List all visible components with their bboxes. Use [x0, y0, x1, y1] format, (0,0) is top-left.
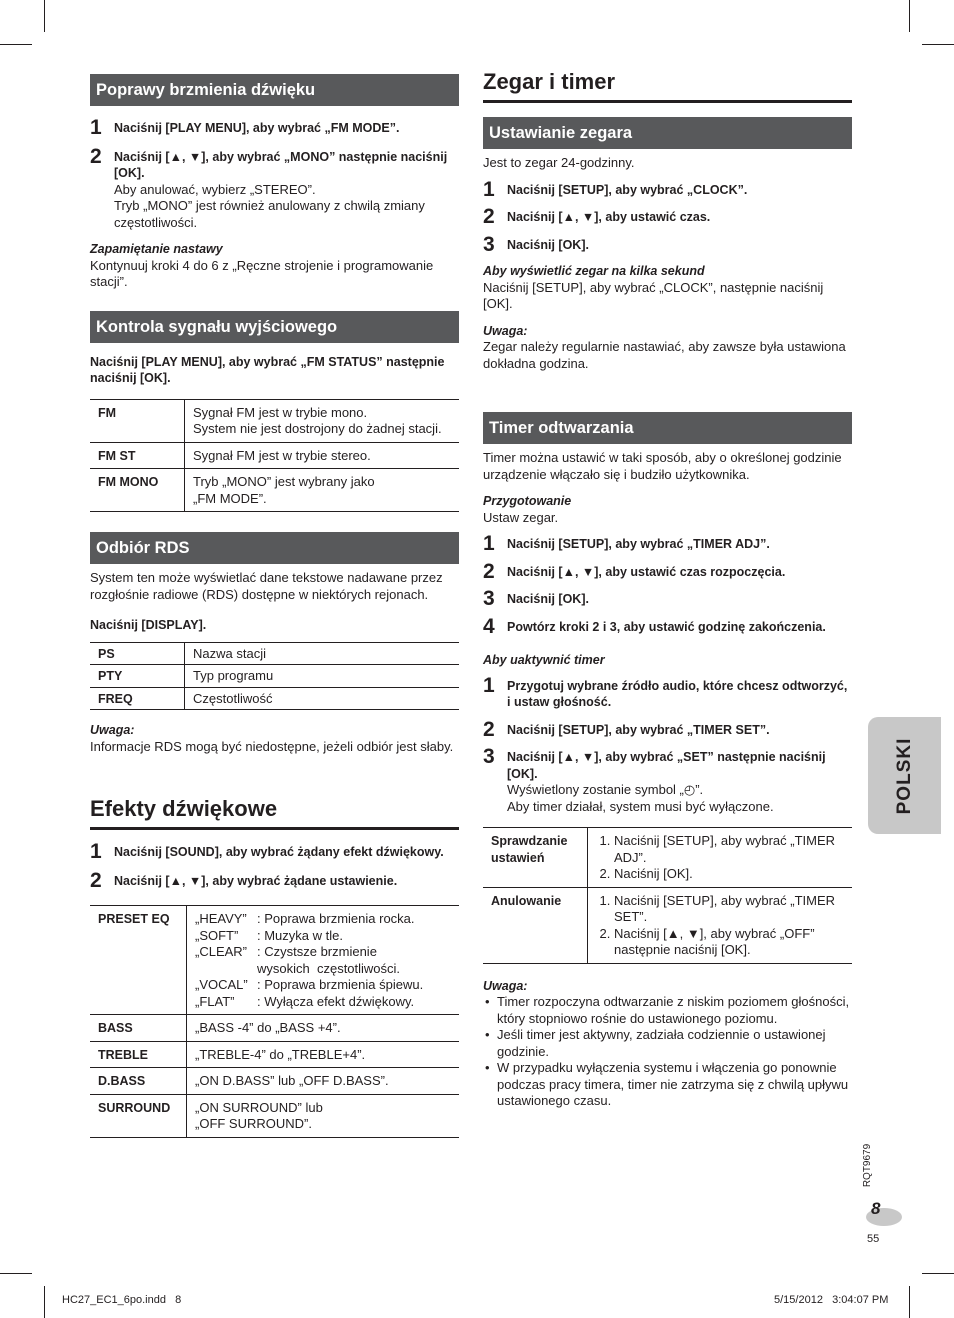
crop-mark [909, 1286, 910, 1318]
step-1: 1 Przygotuj wybrane źródło audio, które chcesz odtworzyć, i ustaw głośność. [483, 673, 848, 709]
instruction: Naciśnij [DISPLAY]. [90, 618, 207, 632]
section-header-output-signal: Kontrola sygnału wyjściowego [90, 311, 459, 343]
step-1: 1 Naciśnij [SETUP], aby wybrać „CLOCK”. [483, 177, 748, 201]
section-header-playback-timer: Timer odtwarzania [483, 412, 852, 444]
step-2: 2 Naciśnij [SETUP], aby wybrać „TIMER SET”. [483, 717, 770, 741]
table-row: D.BASS „ON D.BASS” lub „OFF D.BASS”. [90, 1068, 459, 1095]
page-number: 8 [871, 1199, 881, 1218]
step-4: 4 Powtórz kroki 2 i 3, aby ustawić godzinę zakończenia. [483, 614, 826, 638]
instruction: Naciśnij [PLAY MENU], aby wybrać „FM STATUS” następnie naciśnij [OK]. [90, 354, 445, 385]
prep-title: Przygotowanie [483, 494, 572, 508]
activate-title: Aby uaktywnić timer [483, 653, 605, 667]
note-text: Zegar należy regularnie nastawiać, aby zawsze była ustawiona dokładna godzina. [483, 339, 846, 371]
table-row: FM Sygnał FM jest w trybie mono. System nie jest dostrojony do żadnej stacji. [90, 399, 459, 442]
note-title: Uwaga: [483, 323, 528, 338]
note-title: Uwaga: [483, 978, 528, 993]
note-text: Kontynuuj kroki 4 do 6 z „Ręczne strojenie i programowanie stacji”. [90, 257, 434, 289]
tip-title: Aby wyświetlić zegar na kilka sekund [483, 264, 705, 278]
notes-list [483, 994, 852, 1110]
footer-file: HC27_EC1_6po.indd 8 [62, 1294, 182, 1306]
table-row: SURROUND „ON SURROUND” lub „OFF SURROUND”. [90, 1094, 459, 1137]
crop-mark [44, 1286, 45, 1318]
table-row: PRESET EQ „HEAVY” : Poprawa brzmienia rocka. „SOFT” : Muzyka w tle. „CLEAR” : Czystsze brzmienie wysokich częstotliwości. „VOCAL” : Poprawa brzmienia śpiewu. „FLAT” : Wyłącza efekt dźwiękowy. [90, 906, 459, 1015]
crop-mark [0, 1273, 32, 1274]
step-3: 3 Naciśnij [OK]. [483, 232, 589, 256]
table-row: FREQ Częstotliwość [90, 687, 459, 710]
step-2: 2 Naciśnij [▲, ▼], aby wybrać żądane ustawienie. [90, 868, 398, 892]
heading-clock-timer: Zegar i timer [483, 68, 852, 103]
note-title: Zapamiętanie nastawy [90, 242, 223, 256]
heading-sound-effects: Efekty dźwiękowe [90, 795, 459, 830]
language-tab [868, 717, 941, 834]
note-text: Informacje RDS mogą być niedostępne, jeżeli odbiór jest słaby. [90, 738, 454, 754]
rds-table [90, 642, 459, 711]
fm-status-table [90, 399, 459, 513]
right-column [483, 68, 852, 1110]
list-item: • Jeśli timer jest aktywny, zadziała codziennie o ustawionej godzinie. [497, 1027, 852, 1060]
crop-mark [922, 1273, 954, 1274]
step-1: 1 Naciśnij [SOUND], aby wybrać żądany efekt dźwiękowy. [90, 840, 444, 863]
table-row: PTY Typ programu [90, 665, 459, 688]
left-column [90, 74, 459, 1138]
step-3: 3 Naciśnij [OK]. [483, 587, 589, 610]
doc-code: RQT9679 [862, 1143, 874, 1188]
language-tab-label: POLSKI [893, 737, 915, 814]
section-header-clock: Ustawianie zegara [483, 117, 852, 149]
crop-mark [0, 44, 32, 45]
table-row: FM MONO Tryb „MONO” jest wybrany jako „FM MODE”. [90, 469, 459, 512]
sound-effects-table [90, 905, 459, 1138]
rds-intro: System ten może wyświetlać dane tekstowe nadawane przez rozgłośnie radiowe (RDS) dostępne w niektórych rejonach. [90, 570, 443, 602]
tip-text: Naciśnij [SETUP], aby wybrać „CLOCK”, następnie naciśnij [OK]. [483, 279, 824, 311]
step-2: 2 Naciśnij [▲, ▼], aby ustawić czas rozpoczęcia. [483, 559, 786, 583]
section-header-sound-quality: Poprawy brzmienia dźwięku [90, 74, 459, 106]
prep-text: Ustaw zegar. [483, 509, 559, 525]
table-row: PS Nazwa stacji [90, 642, 459, 665]
table-row: Anulowanie 1. Naciśnij [SETUP], aby wybrać „TIMER SET”. 2. Naciśnij [▲, ▼], aby wybrać „OFF” następnie naciśnij [OK]. [483, 887, 852, 963]
table-row: BASS „BASS -4” do „BASS +4”. [90, 1015, 459, 1042]
page-number-small: 55 [867, 1233, 880, 1245]
note-title: Uwaga: [90, 723, 135, 737]
timer-intro: Timer można ustawić w taki sposób, aby o określonej godzinie urządzenie włączało się i budziło użytkownika. [483, 450, 842, 482]
step-1: 1 Naciśnij [SETUP], aby wybrać „TIMER ADJ”. [483, 532, 770, 555]
list-item: • W przypadku wyłączenia systemu i włączenia go ponownie podczas pracy timera, timer nie zatrzyma się z chwilą upływu ustawionego czasu. [497, 1060, 852, 1110]
table-row: TREBLE „TREBLE-4” do „TREBLE+4”. [90, 1041, 459, 1068]
crop-mark [922, 44, 954, 45]
timer-table [483, 827, 852, 964]
list-item: • Timer rozpoczyna odtwarzanie z niskim poziomem głośności, który stopniowo rośnie do ustawionego poziomu. [497, 994, 852, 1027]
clock-intro: Jest to zegar 24-godzinny. [483, 155, 635, 170]
step-1: 1 Naciśnij [PLAY MENU], aby wybrać „FM MODE”. [90, 116, 400, 139]
table-row: Sprawdzanie ustawień 1. Naciśnij [SETUP], aby wybrać „TIMER ADJ”. 2. Naciśnij [OK]. [483, 828, 852, 888]
crop-mark [44, 0, 45, 32]
crop-mark [909, 0, 910, 32]
footer-date: 5/15/2012 3:04:07 PM [774, 1294, 889, 1306]
step-3: 3 Naciśnij [▲, ▼], aby wybrać „SET” następnie naciśnij [OK]. Wyświetlony zostanie symbol „◴”. Aby timer działał, system musi być wyłączone. [483, 745, 826, 814]
section-header-rds: Odbiór RDS [90, 532, 459, 564]
step-2: 2 Naciśnij [▲, ▼], aby ustawić czas. [483, 205, 711, 228]
table-row: FM ST Sygnał FM jest w trybie stereo. [90, 442, 459, 469]
step-2: 2 Naciśnij [▲, ▼], aby wybrać „MONO” następnie naciśnij [OK]. Aby anulować, wybierz „STEREO”. Tryb „MONO” jest również anulowany z chwilą zmiany częstotliwości. [90, 144, 448, 230]
